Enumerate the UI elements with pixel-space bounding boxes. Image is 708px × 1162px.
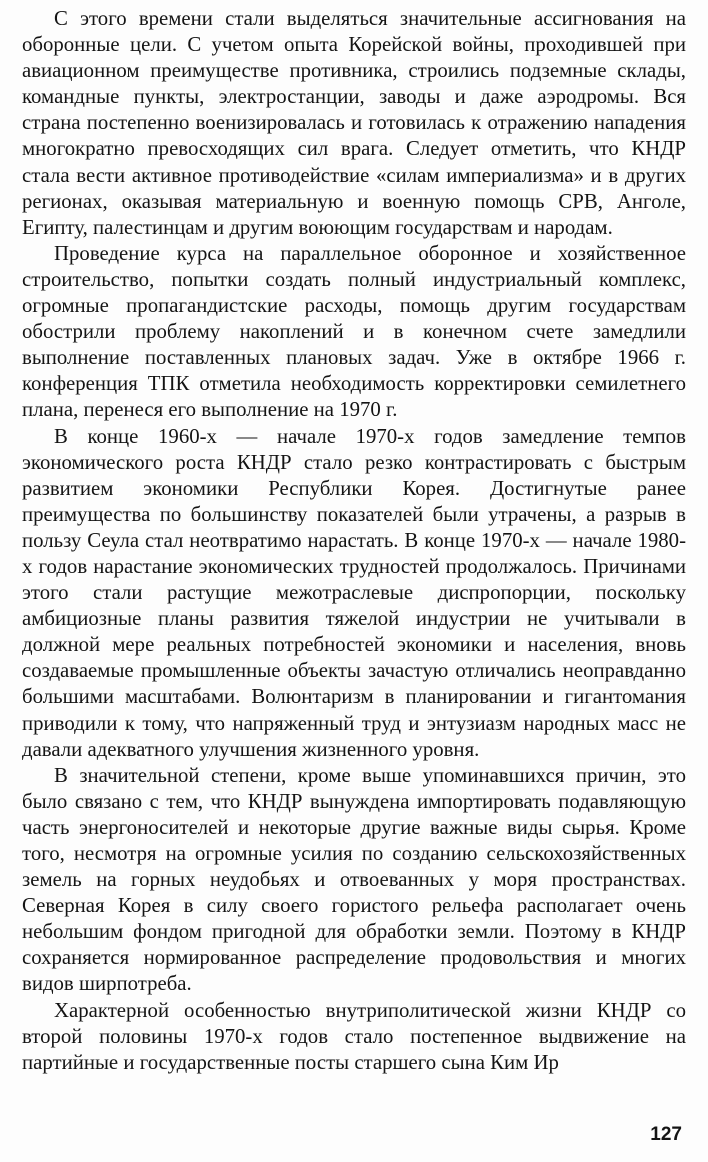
paragraph-growth-slowdown: В конце 1960-х — начале 1970-х годов замедление темпов экономического роста КНДР стало резко контрастировать с быстрым развитием экономики Республики Корея. Достигнутые ранее преимущества по большинству показателей были утрачены, а разрыв в пользу Сеула стал неотвратимо нарастать. В конце 1970-х — начале 1980-х годов нарастание экономических трудностей продолжалось. Причинами этого стали растущие межотраслевые диспропорции, поскольку амбициозные планы развития тяжелой индустрии не учитывали в должной мере реальных потребностей экономики и населения, вновь создаваемые промышленные объекты зачастую отличались неоправданно большими масштабами. Волюнтаризм в планировании и гигантомания приводили к тому, что напряженный труд и энтузиазм народных масс не давали адекватного улучшения жизненного уровня. bbox=[22, 424, 686, 761]
paragraph-resource-imports: В значительной степени, кроме выше упоминавшихся причин, это было связано с тем, что КНДР вынуждена импортировать подавляющую часть энергоносителей и некоторые другие важные виды сырья. Кроме того, несмотря на огромные усилия по созданию сельскохозяйственных земель на горных неудобьях и отвоеванных у моря пространствах. Северная Корея в силу своего гористого рельефа располагает очень небольшим фондом пригодной для обработки земли. Поэтому в КНДР сохраняется нормированное распределение продовольствия и многих видов ширпотреба. bbox=[22, 763, 686, 996]
paragraph-political-succession: Характерной особенностью внутриполитической жизни КНДР со второй половины 1970-х годов стало постепенное выдвижение на партийные и государственные посты старшего сына Ким Ир bbox=[22, 998, 686, 1074]
paragraph-defense-spending: С этого времени стали выделяться значительные ассигнования на оборонные цели. С учетом опыта Корейской войны, проходившей при авиационном преимуществе противника, строились подземные склады, командные пункты, электростанции, заводы и даже аэродромы. Вся страна постепенно военизировалась и готовилась к отражению нападения многократно превосходящих сил врага. Следует отметить, что КНДР стала вести активное противодействие «силам империализма» и в других регионах, оказывая материальную и военную помощь СРВ, Анголе, Египту, палестинцам и другим воюющим государствам и народам. bbox=[22, 7, 686, 239]
body-text bbox=[22, 6, 686, 1076]
paragraph-economic-strain: Проведение курса на параллельное оборонное и хозяйственное строительство, попытки создать полный индустриальный комплекс, огромные пропагандистские расходы, помощь другим государствам обострили проблему накоплений и в конечном счете замедлили выполнение поставленных плановых задач. Уже в октябре 1966 г. конференция ТПК отметила необходимость корректировки семилетнего плана, перенеся его выполнение на 1970 г. bbox=[22, 241, 686, 422]
page-number: 127 bbox=[650, 1124, 682, 1145]
